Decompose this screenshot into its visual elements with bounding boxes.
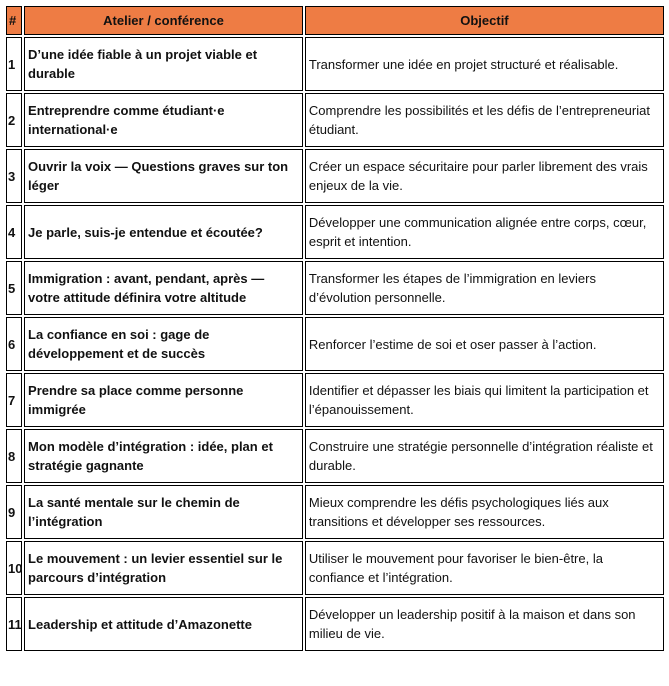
workshop-objective: Comprendre les possibilités et les défis de l’entrepreneuriat étudiant. (305, 93, 664, 147)
workshop-objective: Identifier et dépasser les biais qui limitent la participation et l’épanouissement. (305, 373, 664, 427)
table-row (6, 317, 664, 371)
workshop-title: D’une idée fiable à un projet viable et durable (24, 37, 303, 91)
row-number: 6 (6, 317, 22, 371)
workshop-title: Immigration : avant, pendant, après — votre attitude définira votre altitude (24, 261, 303, 315)
row-number: 3 (6, 149, 22, 203)
table-row (6, 261, 664, 315)
row-number: 1 (6, 37, 22, 91)
workshop-objective: Utiliser le mouvement pour favoriser le bien-être, la confiance et l’intégration. (305, 541, 664, 595)
workshop-title: Je parle, suis-je entendue et écoutée? (24, 205, 303, 259)
table-row (6, 429, 664, 483)
workshop-objective: Développer une communication alignée entre corps, cœur, esprit et intention. (305, 205, 664, 259)
workshop-title: Mon modèle d’intégration : idée, plan et stratégie gagnante (24, 429, 303, 483)
row-number: 2 (6, 93, 22, 147)
row-number: 7 (6, 373, 22, 427)
header-row (6, 6, 664, 35)
workshop-title: La santé mentale sur le chemin de l’intégration (24, 485, 303, 539)
table-row (6, 205, 664, 259)
row-number: 10 (6, 541, 22, 595)
workshop-title: Entreprendre comme étudiant·e international·e (24, 93, 303, 147)
workshop-objective: Créer un espace sécuritaire pour parler librement des vrais enjeux de la vie. (305, 149, 664, 203)
workshop-title: Le mouvement : un levier essentiel sur le parcours d’intégration (24, 541, 303, 595)
table-row (6, 485, 664, 539)
workshop-objective: Construire une stratégie personnelle d’intégration réaliste et durable. (305, 429, 664, 483)
workshop-table (4, 4, 666, 653)
workshop-title: La confiance en soi : gage de développement et de succès (24, 317, 303, 371)
table-row (6, 37, 664, 91)
workshop-objective: Transformer une idée en projet structuré et réalisable. (305, 37, 664, 91)
row-number: 5 (6, 261, 22, 315)
header-workshop: Atelier / conférence (24, 6, 303, 35)
row-number: 4 (6, 205, 22, 259)
workshop-title: Leadership et attitude d’Amazonette (24, 597, 303, 651)
row-number: 9 (6, 485, 22, 539)
header-objective: Objectif (305, 6, 664, 35)
workshop-title: Prendre sa place comme personne immigrée (24, 373, 303, 427)
workshop-objective: Transformer les étapes de l’immigration en leviers d’évolution personnelle. (305, 261, 664, 315)
workshop-objective: Développer un leadership positif à la maison et dans son milieu de vie. (305, 597, 664, 651)
workshop-objective: Renforcer l’estime de soi et oser passer à l’action. (305, 317, 664, 371)
workshop-title: Ouvrir la voix — Questions graves sur ton léger (24, 149, 303, 203)
table-row (6, 597, 664, 651)
row-number: 8 (6, 429, 22, 483)
row-number: 11 (6, 597, 22, 651)
table-row (6, 149, 664, 203)
table-row (6, 373, 664, 427)
table-row (6, 93, 664, 147)
workshop-objective: Mieux comprendre les défis psychologiques liés aux transitions et développer ses ressources. (305, 485, 664, 539)
table-row (6, 541, 664, 595)
header-number: # (6, 6, 22, 35)
